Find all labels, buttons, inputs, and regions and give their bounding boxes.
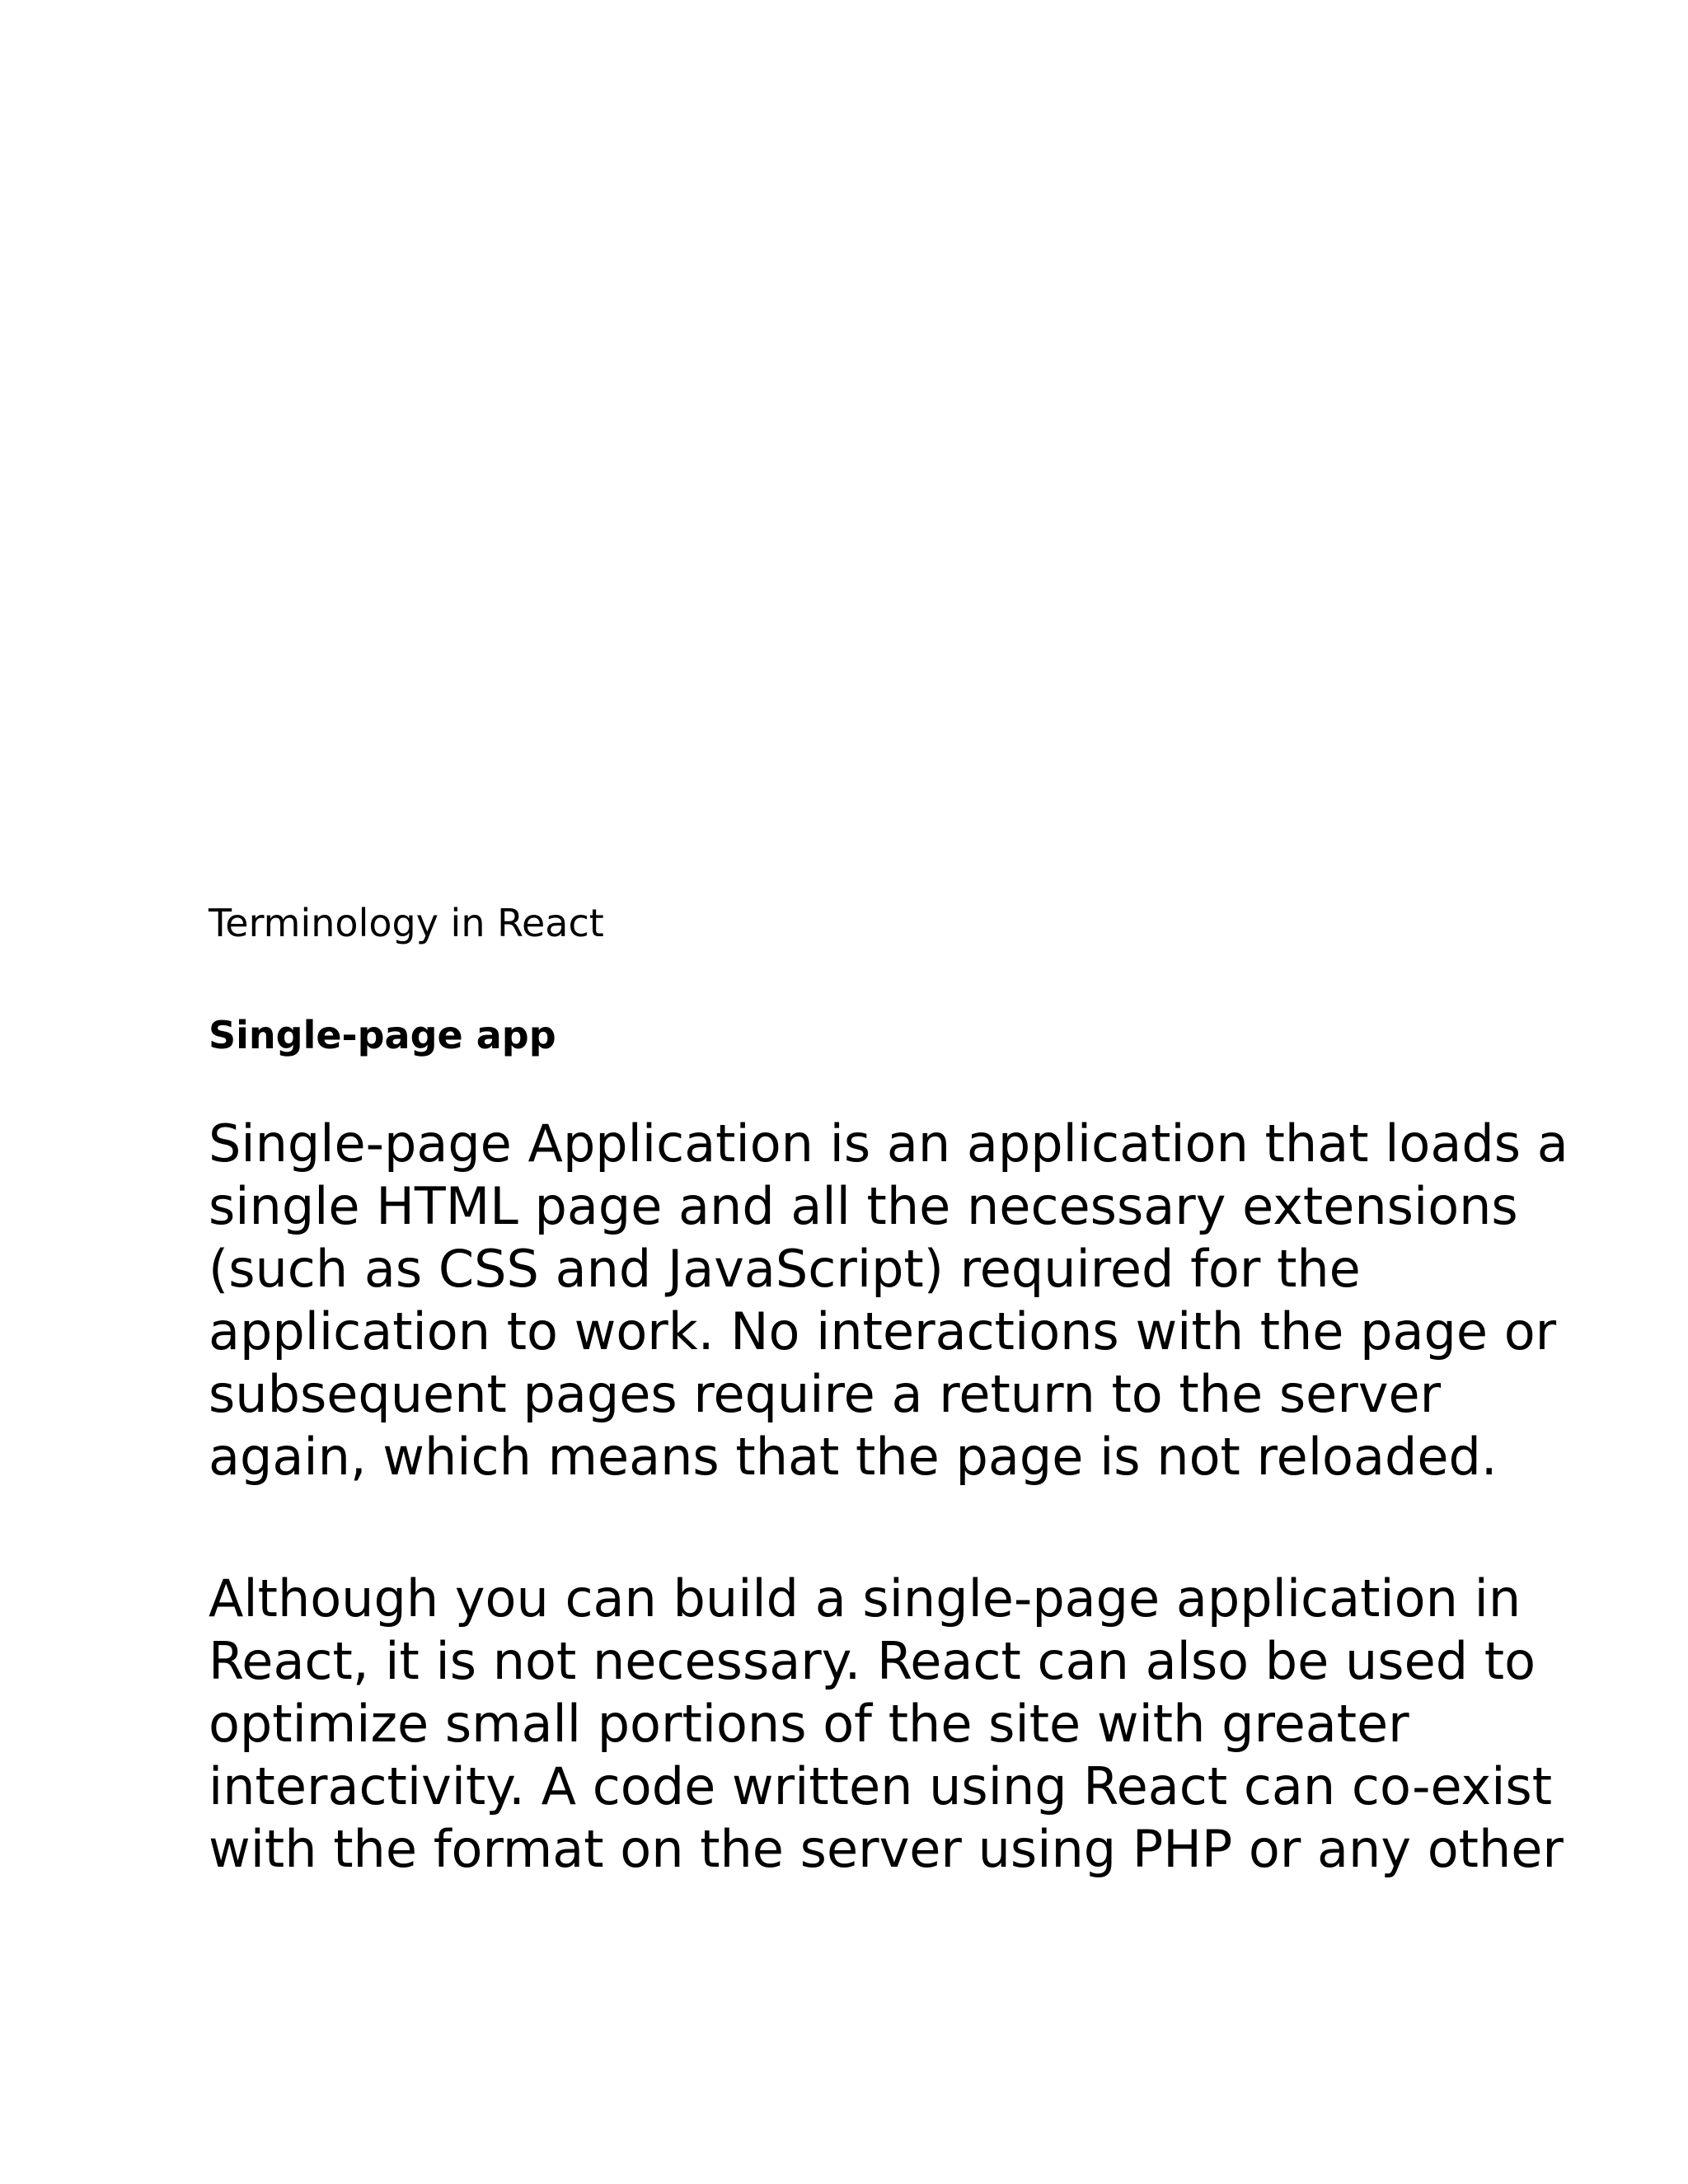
paragraph-line: Although you can build a single-page application in	[209, 1568, 1522, 1629]
paragraph-line: optimize small portions of the site with greater	[209, 1694, 1409, 1754]
paragraph-line: Single-page Application is an application that loads a	[209, 1113, 1568, 1174]
paragraph-line: again, which means that the page is not reloaded.	[209, 1427, 1498, 1487]
section-label: Terminology in React	[209, 901, 604, 945]
paragraph-line: single HTML page and all the necessary extensions	[209, 1176, 1518, 1236]
paragraph-line: React, it is not necessary. React can also be used to	[209, 1631, 1536, 1691]
document-content	[209, 898, 1568, 1881]
paragraph-line: interactivity. A code written using React can co-exist	[209, 1756, 1553, 1816]
paragraph-line: subsequent pages require a return to the server	[209, 1364, 1442, 1424]
paragraph-line: application to work. No interactions with the page or	[209, 1301, 1557, 1361]
paragraph-react-usage	[209, 1568, 1564, 1881]
paragraph-line: (such as CSS and JavaScript) required for the	[209, 1239, 1361, 1299]
paragraph-single-page-definition	[209, 1113, 1568, 1488]
paragraph-line: with the format on the server using PHP or any other	[209, 1819, 1564, 1879]
section-heading: Single-page app	[209, 1013, 556, 1057]
